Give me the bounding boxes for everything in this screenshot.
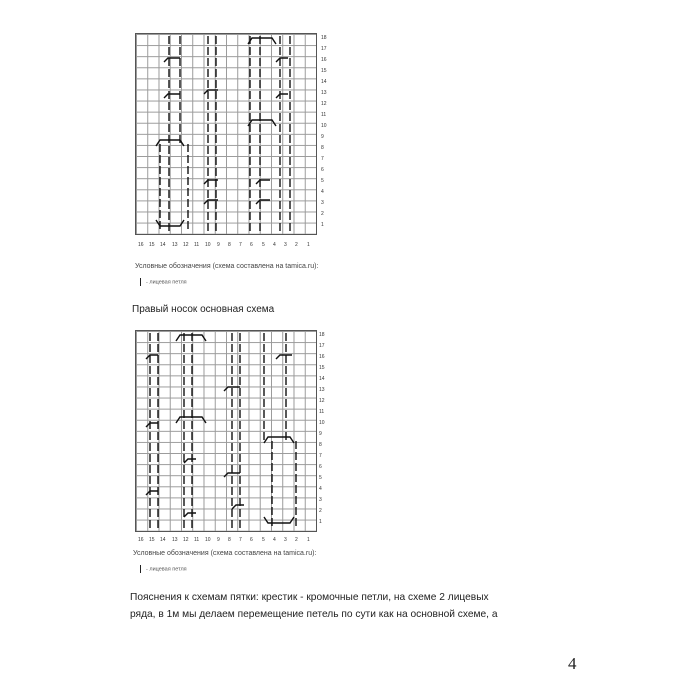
row-number: 17 [321, 46, 327, 52]
row-number: 10 [321, 123, 327, 129]
legend-2-item-label: - лицевая петля [146, 566, 187, 573]
column-number: 4 [273, 242, 276, 248]
column-number: 10 [205, 537, 211, 543]
row-number: 6 [319, 464, 322, 470]
row-number: 8 [321, 145, 324, 151]
legend-2-title: Условные обозначения (схема составлена на tamica.ru): [133, 550, 317, 557]
chart-symbols [136, 34, 316, 234]
row-number: 10 [319, 420, 325, 426]
knitting-chart-2 [135, 330, 317, 532]
column-number: 5 [262, 242, 265, 248]
legend-1-title: Условные обозначения (схема составлена на tamica.ru): [135, 263, 319, 270]
column-number: 8 [228, 537, 231, 543]
row-number: 18 [319, 332, 325, 338]
row-number: 16 [319, 354, 325, 360]
section-heading: Правый носок основная схема [132, 304, 275, 315]
chart-1-row-numbers [321, 33, 335, 233]
column-number: 15 [149, 242, 155, 248]
legend-1-item-label: - лицевая петля [146, 279, 187, 286]
chart-2-row-numbers [319, 330, 333, 530]
row-number: 15 [319, 365, 325, 371]
row-number: 2 [319, 508, 322, 514]
row-number: 15 [321, 68, 327, 74]
row-number: 3 [321, 200, 324, 206]
explanation-paragraph [130, 589, 498, 623]
row-number: 4 [321, 189, 324, 195]
column-number: 11 [194, 537, 200, 543]
column-number: 4 [273, 537, 276, 543]
column-number: 3 [284, 242, 287, 248]
knit-stitch-icon [140, 278, 141, 286]
row-number: 17 [319, 343, 325, 349]
paragraph-line-1: Пояснения к схемам пятки: крестик - кромочные петли, на схеме 2 лицевых [130, 592, 489, 603]
row-number: 1 [319, 519, 322, 525]
row-number: 14 [321, 79, 327, 85]
column-number: 1 [307, 537, 310, 543]
knit-stitch-icon [140, 565, 141, 573]
legend-1-knit-stitch [140, 278, 187, 286]
column-number: 5 [262, 537, 265, 543]
column-number: 13 [172, 242, 178, 248]
row-number: 18 [321, 35, 327, 41]
row-number: 9 [319, 431, 322, 437]
row-number: 14 [319, 376, 325, 382]
column-number: 9 [217, 537, 220, 543]
row-number: 5 [321, 178, 324, 184]
row-number: 13 [321, 90, 327, 96]
column-number: 2 [295, 537, 298, 543]
row-number: 7 [321, 156, 324, 162]
row-number: 2 [321, 211, 324, 217]
row-number: 1 [321, 222, 324, 228]
row-number: 12 [319, 398, 325, 404]
column-number: 3 [284, 537, 287, 543]
column-number: 13 [172, 537, 178, 543]
column-number: 15 [149, 537, 155, 543]
row-number: 8 [319, 442, 322, 448]
row-number: 5 [319, 475, 322, 481]
row-number: 11 [321, 112, 327, 118]
row-number: 12 [321, 101, 327, 107]
row-number: 7 [319, 453, 322, 459]
page-number: 4 [568, 654, 577, 673]
chart-2-column-numbers [135, 537, 315, 545]
row-number: 11 [319, 409, 325, 415]
chart-symbols [136, 331, 316, 531]
column-number: 9 [217, 242, 220, 248]
column-number: 6 [250, 537, 253, 543]
row-number: 13 [319, 387, 325, 393]
column-number: 16 [138, 537, 144, 543]
column-number: 11 [194, 242, 200, 248]
column-number: 8 [228, 242, 231, 248]
row-number: 9 [321, 134, 324, 140]
column-number: 16 [138, 242, 144, 248]
column-number: 7 [239, 537, 242, 543]
paragraph-line-2: ряда, в 1м мы делаем перемещение петель по сути как на основной схеме, а [130, 609, 498, 620]
legend-2-knit-stitch [140, 565, 187, 573]
column-number: 1 [307, 242, 310, 248]
knitting-chart-1 [135, 33, 317, 235]
column-number: 6 [250, 242, 253, 248]
column-number: 12 [183, 537, 189, 543]
column-number: 7 [239, 242, 242, 248]
column-number: 2 [295, 242, 298, 248]
column-number: 10 [205, 242, 211, 248]
row-number: 6 [321, 167, 324, 173]
column-number: 14 [160, 537, 166, 543]
row-number: 4 [319, 486, 322, 492]
column-number: 14 [160, 242, 166, 248]
row-number: 3 [319, 497, 322, 503]
column-number: 12 [183, 242, 189, 248]
row-number: 16 [321, 57, 327, 63]
chart-1-column-numbers [135, 242, 315, 250]
